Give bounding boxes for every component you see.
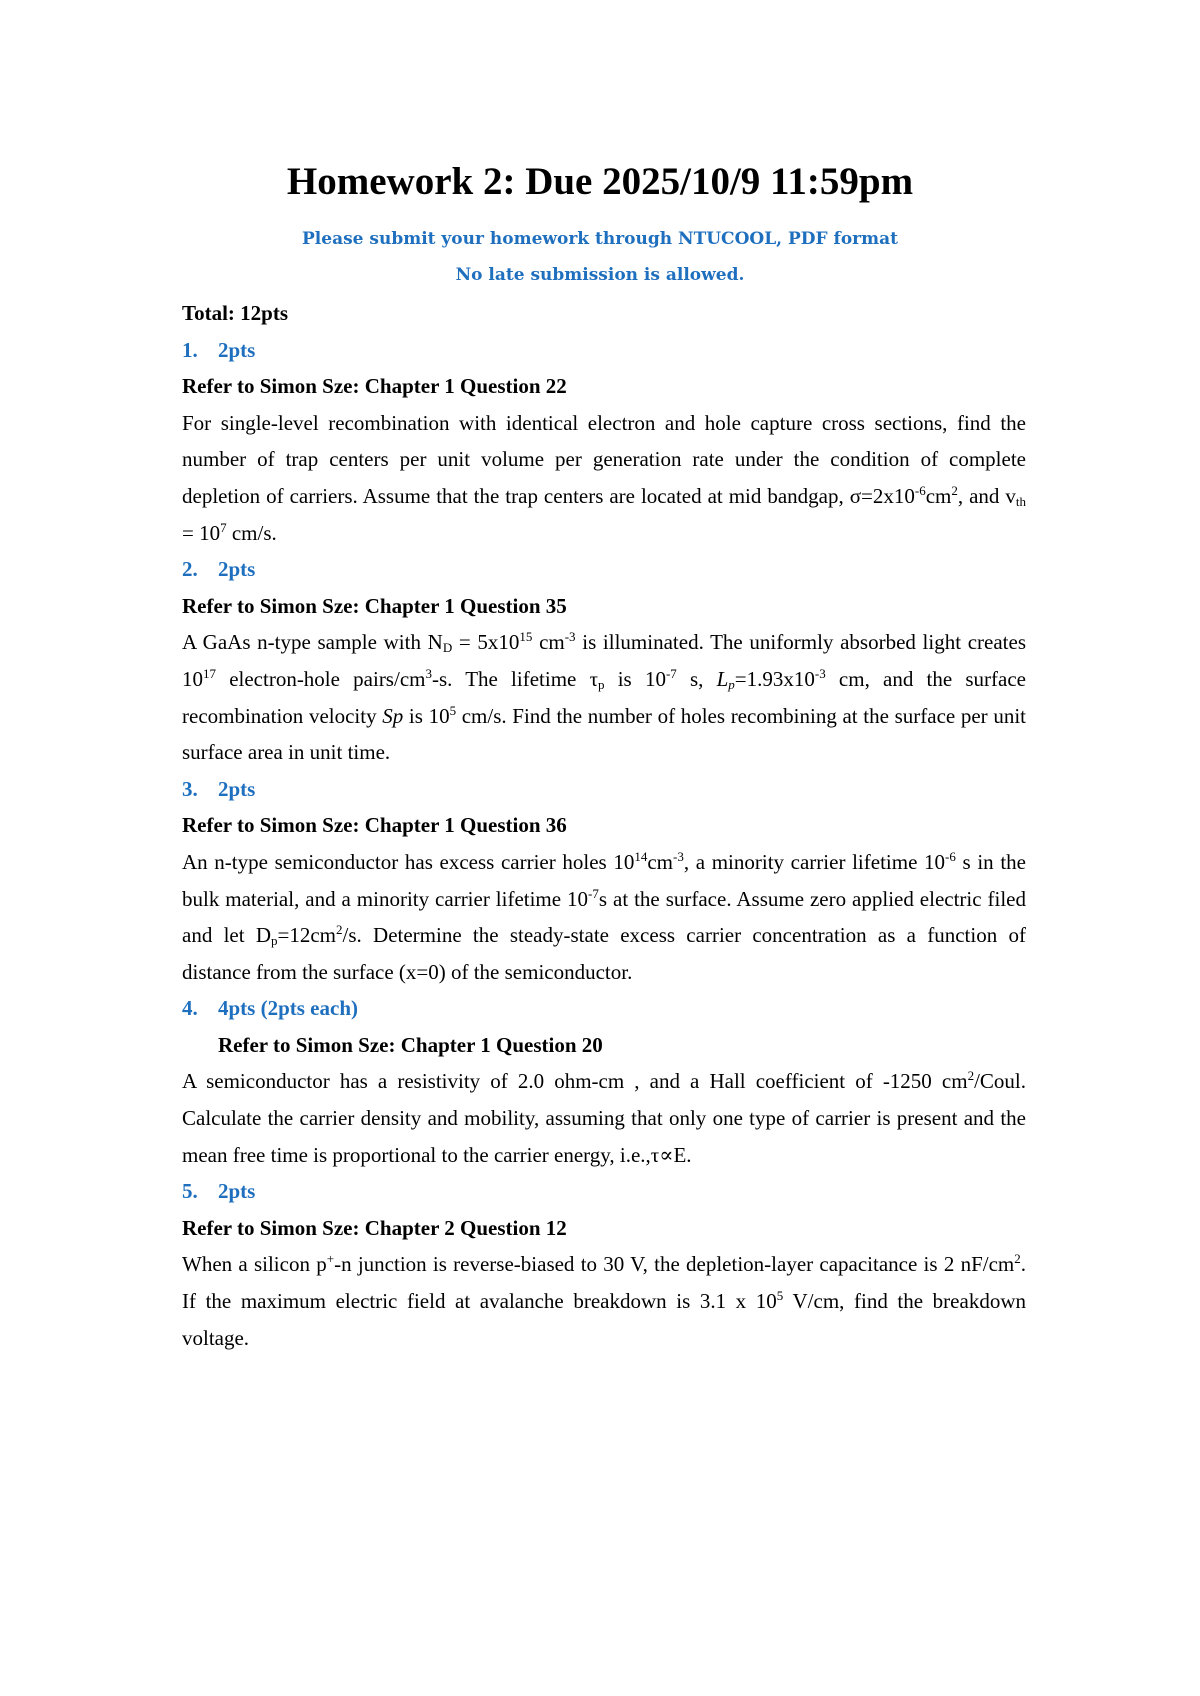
question-1-number: 1. [182, 337, 198, 362]
question-1-reference: Refer to Simon Sze: Chapter 1 Question 22 [182, 374, 567, 399]
question-2-reference: Refer to Simon Sze: Chapter 1 Question 35 [182, 593, 567, 618]
question-4-header [182, 990, 1026, 1027]
question-5-reference: Refer to Simon Sze: Chapter 2 Question 12 [182, 1215, 567, 1240]
question-4-number: 4. [182, 996, 198, 1021]
question-5-number: 5. [182, 1179, 198, 1204]
question-3-points: 2pts [218, 776, 256, 801]
submission-notice: Please submit your homework through NTUCOOL, PDF format [302, 229, 898, 249]
question-2-points: 2pts [218, 557, 256, 582]
homework-content [182, 295, 1026, 1356]
question-4-points: 4pts (2pts each) [218, 996, 358, 1021]
question-2-number: 2. [182, 557, 198, 582]
question-3-body: An n-type semiconductor has excess carrier holes $10^{14}cm^{-3}$, a minority carrier lifetime $10^{-6}$ s in the bulk material, and a minority carrier lifetime $10^{-7}s$ at the surface. Assume zero applied electric filed and let $D_p=12cm^2/s$. Determine the steady-state excess carrier concentration as a function of distance from the surface (x=0) of the semiconductor. [182, 848, 1026, 984]
question-3-number: 3. [182, 776, 198, 801]
question-5-header [182, 1173, 1026, 1210]
total-points: Total: 12pts [182, 301, 288, 325]
question-5-body: When a silicon p+-n junction is reverse-biased to 30 V, the depletion-layer capacitance is 2 $nF/cm^2$. If the maximum electric field at avalanche breakdown is 3.1 x $10^5$ V/cm, find the breakdown voltage. [182, 1251, 1026, 1350]
question-5-points: 2pts [218, 1179, 256, 1204]
question-2-header [182, 551, 1026, 588]
question-1-points: 2pts [218, 337, 256, 362]
question-1-body: For single-level recombination with identical electron and hole capture cross sections, find the number of trap centers per unit volume per generation rate under the condition of complete depletion of carriers. Assume that the trap centers are located at mid bandgap, $\sigma=2x10^{-6}cm^2$, and $v_{th} = 10^7$ cm/s. [182, 410, 1026, 545]
question-3-header [182, 771, 1026, 808]
question-4-body: A semiconductor has a resistivity of 2.0 ohm-cm , and a Hall coefficient of -1250 $cm^2$/Coul. Calculate the carrier density and mobility, assuming that only one type of carrier is present and the mean free time is proportional to the carrier energy, i.e.,τ∝E. [182, 1068, 1026, 1167]
page-title: Homework 2: Due 2025/10/9 11:59pm [286, 160, 914, 203]
question-2-body: A GaAs n-type sample with $N_D = 5x10^{15}$ $cm^{-3}$ is illuminated. The uniformly absorbed light creates $10^{17}$ electron-hole pairs/$cm^3-s$. The lifetime $\tau_p$ is $10^{-7}$ s, $L_p=1.93x10^{-3}$ cm, and the surface recombination velocity Sp is $10^5$ cm/s. Find the number of holes recombining at the surface per unit surface area in unit time. [182, 629, 1027, 765]
question-1-header [182, 332, 1026, 369]
question-3-reference: Refer to Simon Sze: Chapter 1 Question 36 [182, 813, 567, 838]
question-4-reference: Refer to Simon Sze: Chapter 1 Question 20 [218, 1032, 603, 1057]
late-policy-notice: No late submission is allowed. [455, 265, 745, 285]
